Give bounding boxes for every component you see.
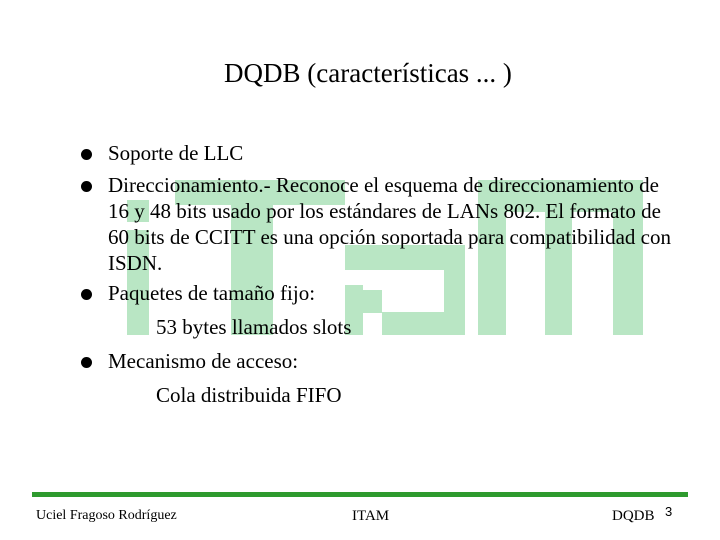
bullet-list	[76, 140, 676, 416]
footer-author: Uciel Fragoso Rodríguez	[36, 508, 177, 523]
bullet-item	[76, 140, 676, 166]
footer-topic: DQDB	[612, 508, 655, 524]
bullet-dot-icon	[81, 181, 92, 192]
slide-title: DQDB (características ... )	[224, 58, 512, 88]
bullet-dot-icon	[81, 149, 92, 160]
bullet-text: Soporte de LLC	[108, 141, 244, 165]
bullet-dot-icon	[81, 357, 92, 368]
footer-institution: ITAM	[352, 508, 390, 524]
bullet-subtext: 53 bytes llamados slots	[156, 315, 352, 339]
bullet-text: Direccionamiento.- Reconoce el esquema de direccionamiento de 16 y 48 bits usado por los estándares de LANs 802. El formato de 60 bits de CCITT es una opción soportada para compatibilidad con ISDN.	[108, 173, 671, 275]
bullet-text: Paquetes de tamaño fijo:	[108, 281, 316, 305]
page-number: 3	[665, 504, 673, 519]
bullet-dot-icon	[81, 289, 92, 300]
bullet-item	[76, 172, 676, 276]
bullet-item	[76, 280, 676, 306]
bullet-text: Mecanismo de acceso:	[108, 349, 299, 373]
bullet-subtext: Cola distribuida FIFO	[156, 383, 342, 407]
bullet-item	[76, 348, 676, 374]
footer-rule	[32, 492, 688, 497]
